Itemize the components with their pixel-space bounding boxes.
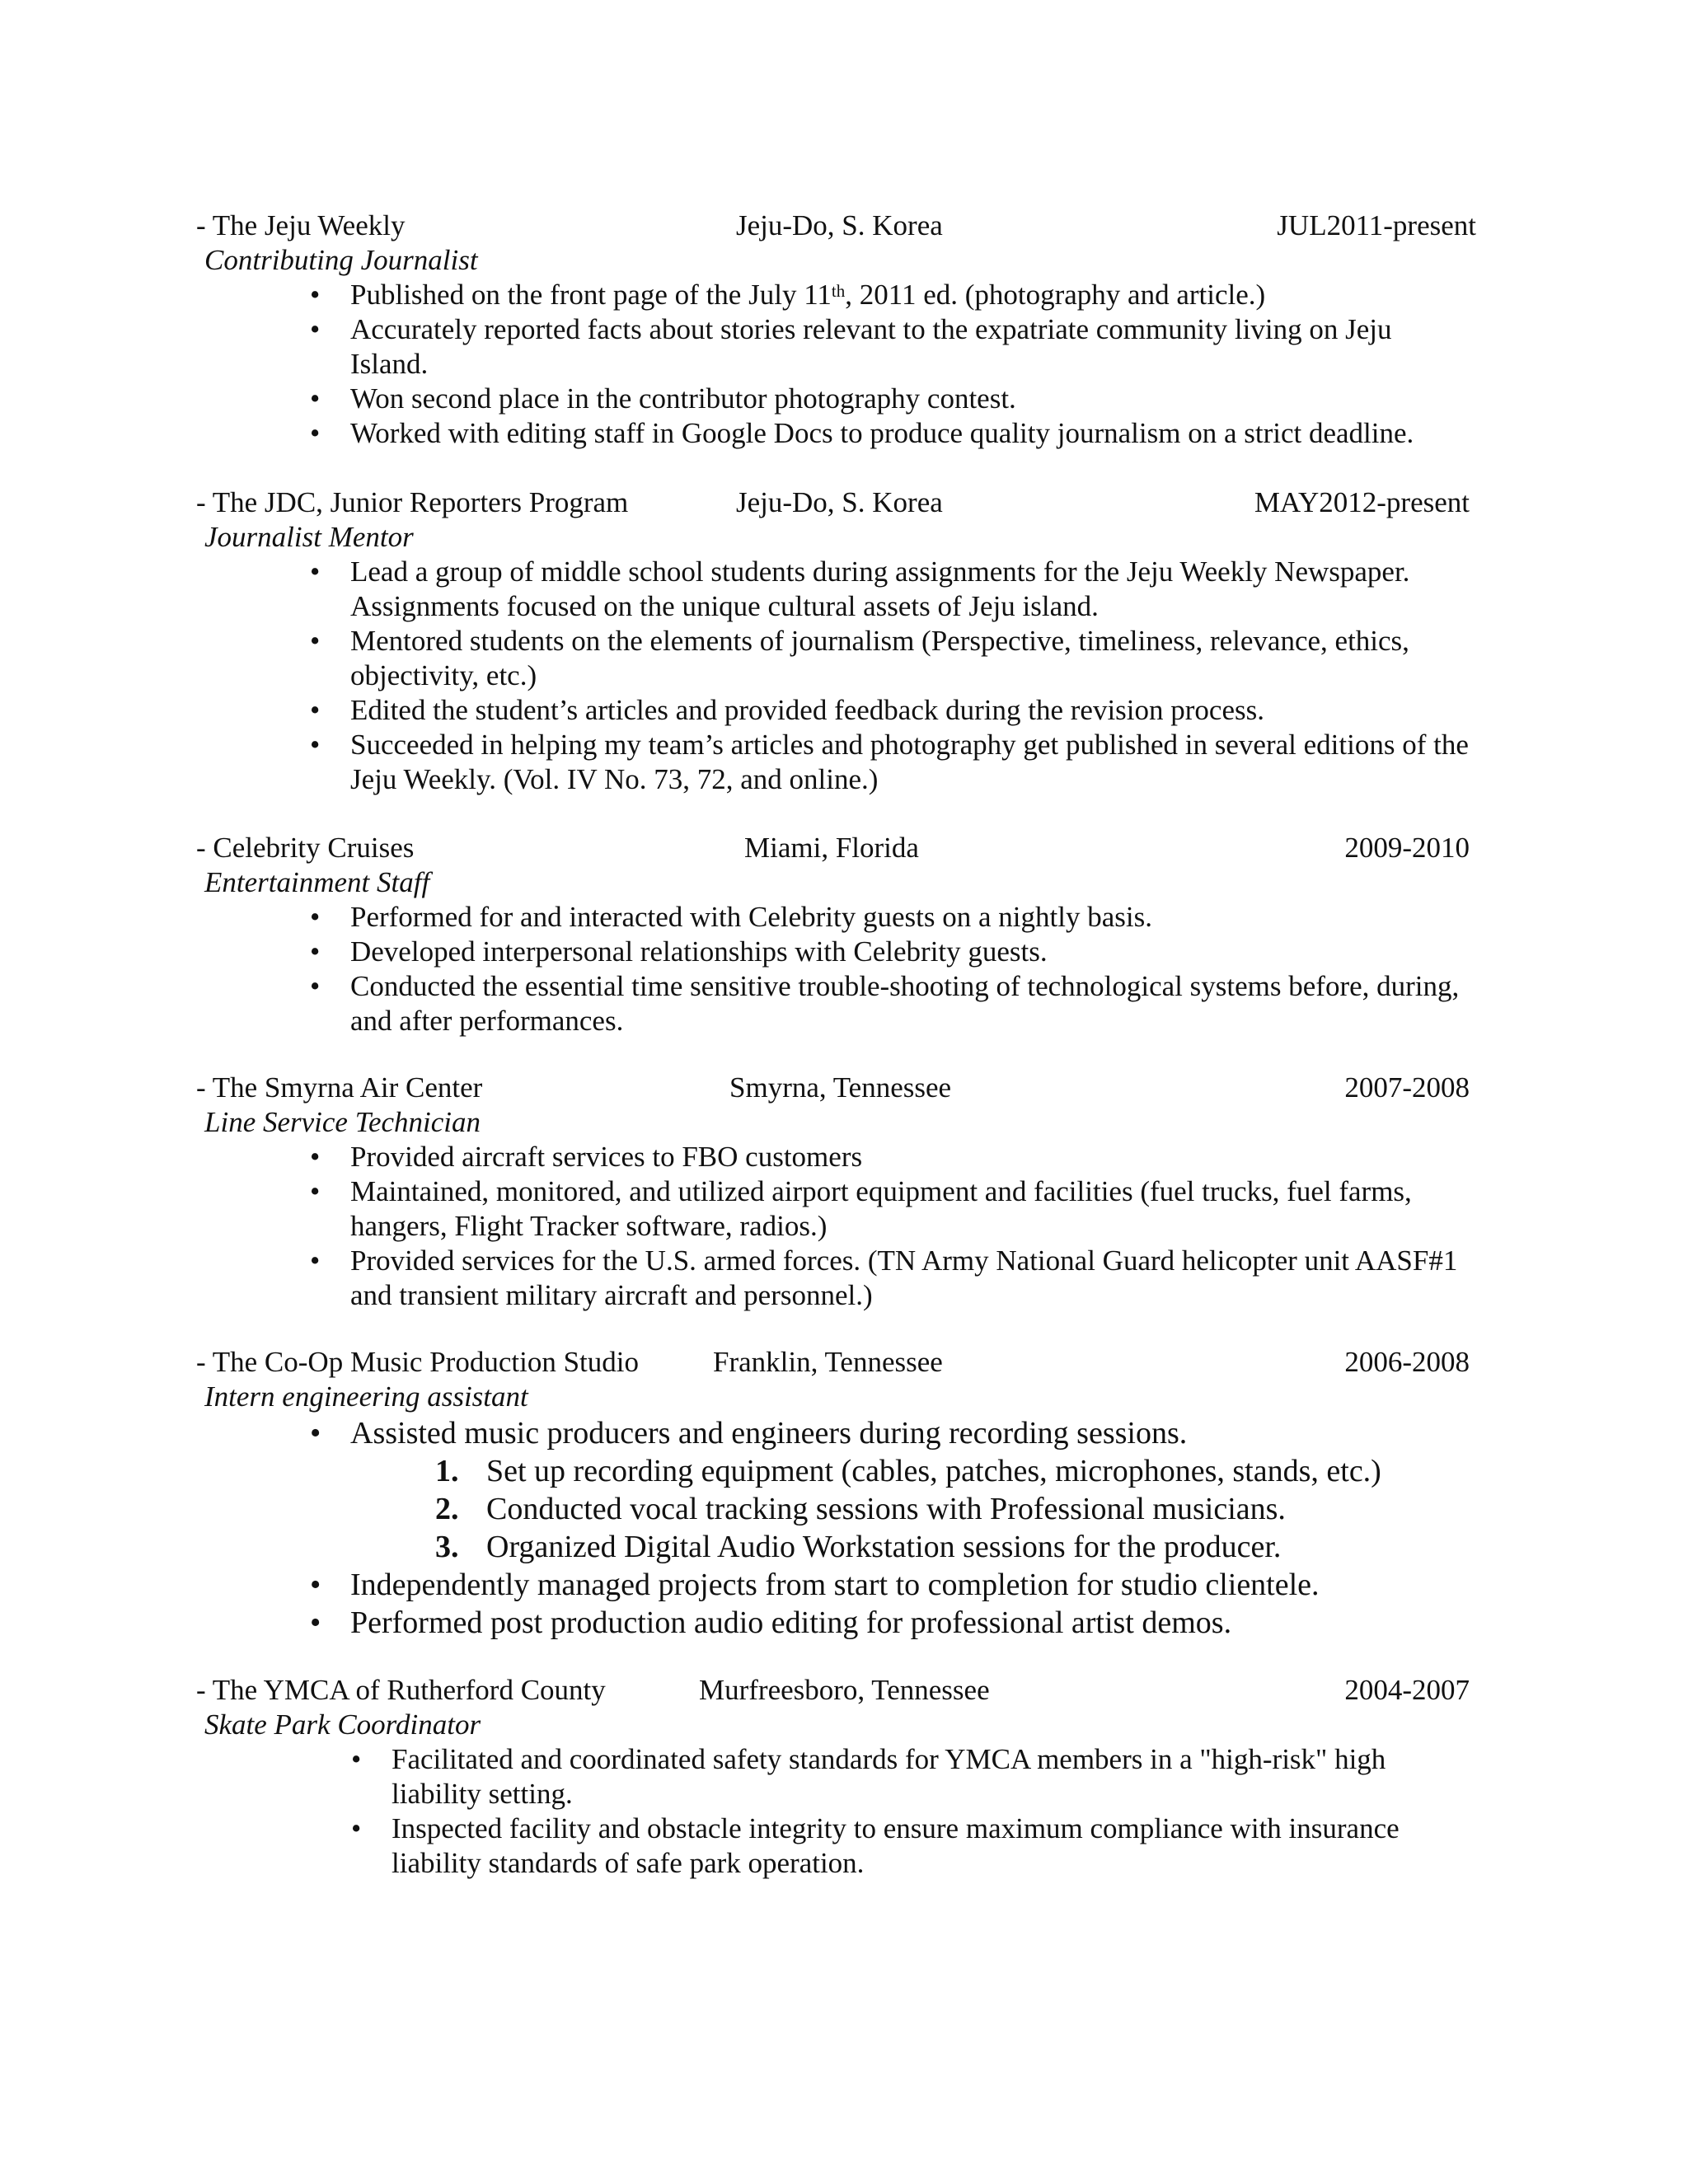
bullet-text: Mentored students on the elements of journalism (Perspective, timeliness, relevance, ethics, objectivity, etc.) (350, 625, 1409, 691)
job-entry-jeju-weekly (196, 209, 1476, 451)
job-location: Jeju-Do, S. Korea (736, 209, 943, 241)
list-item (196, 555, 1470, 624)
company-name: - The Co-Op Music Production Studio (196, 1346, 639, 1378)
superscript: th (831, 280, 846, 301)
company-name: - The JDC, Junior Reporters Program (196, 486, 629, 518)
bullet-text: Assisted music producers and engineers during recording sessions. (350, 1416, 1188, 1451)
job-location: Smyrna, Tennessee (729, 1071, 952, 1104)
step-number: 2. (435, 1492, 459, 1526)
bullet-list (196, 1414, 1470, 1452)
list-item (196, 693, 1470, 728)
bullet-text: Won second place in the contributor photography contest. (350, 382, 1016, 415)
list-item (196, 1528, 1470, 1566)
bullet-icon: • (310, 901, 321, 933)
list-item (196, 1174, 1470, 1244)
bullet-text: Lead a group of middle school students during assignments for the Jeju Weekly Newspaper. Assignments focused on the unique cultural assets of Jeju island. (350, 555, 1410, 622)
job-entry-smyrna-air-center (196, 1071, 1470, 1313)
bullet-icon: • (351, 1743, 362, 1775)
bullet-icon: • (310, 1605, 321, 1640)
step-number: 1. (435, 1454, 459, 1488)
bullet-icon: • (310, 935, 321, 968)
job-role: Skate Park Coordinator (204, 1708, 481, 1741)
list-item (196, 382, 1470, 416)
list-item (196, 278, 1470, 312)
job-role: Line Service Technician (204, 1106, 481, 1138)
bullet-text: Facilitated and coordinated safety standards for YMCA members in a "high-risk" high liability setting. (392, 1743, 1386, 1810)
bullet-icon: • (310, 555, 321, 588)
job-header (196, 209, 1476, 243)
bullet-list (196, 1140, 1470, 1313)
bullet-text: Provided services for the U.S. armed forces. (TN Army National Guard helicopter unit AASF#1 and transient military aircraft and personnel.) (350, 1244, 1458, 1311)
bullet-text: Published on the front page of the July 11 (350, 279, 832, 311)
job-location: Jeju-Do, S. Korea (736, 486, 943, 518)
bullet-icon: • (310, 694, 321, 726)
list-item (196, 1604, 1470, 1642)
bullet-text: Conducted the essential time sensitive trouble-shooting of technological systems before, during, and after performances. (350, 970, 1460, 1037)
list-item (196, 969, 1470, 1038)
bullet-icon: • (351, 1812, 362, 1844)
bullet-icon: • (310, 279, 321, 311)
list-item (196, 1244, 1470, 1313)
job-role: Intern engineering assistant (204, 1380, 528, 1413)
job-dates: 2006-2008 (1344, 1346, 1470, 1378)
list-item (196, 935, 1470, 969)
company-name: - The Jeju Weekly (196, 209, 406, 241)
step-number: 3. (435, 1530, 459, 1564)
job-header (196, 831, 1470, 865)
job-entry-celebrity-cruises (196, 831, 1470, 1038)
bullet-list (196, 1742, 1470, 1881)
bullet-text: Inspected facility and obstacle integrity to ensure maximum compliance with insurance liability standards of safe park operation. (392, 1812, 1400, 1879)
company-name: - The YMCA of Rutherford County (196, 1674, 606, 1706)
bullet-list (196, 278, 1470, 451)
bullet-text: Edited the student’s articles and provided feedback during the revision process. (350, 694, 1264, 726)
bullet-icon: • (310, 970, 321, 1002)
job-dates: MAY2012-present (1254, 486, 1470, 518)
list-item (196, 1490, 1470, 1528)
list-item (196, 1742, 1470, 1811)
job-entry-ymca (196, 1673, 1470, 1881)
numbered-list (196, 1452, 1470, 1566)
job-header (196, 1673, 1470, 1708)
bullet-list (196, 555, 1470, 797)
step-text: Set up recording equipment (cables, patches, microphones, stands, etc.) (486, 1454, 1381, 1488)
bullet-icon: • (310, 1416, 321, 1451)
bullet-icon: • (310, 625, 321, 657)
bullet-text: , 2011 ed. (photography and article.) (845, 279, 1266, 311)
job-dates: 2007-2008 (1344, 1071, 1470, 1104)
bullet-icon: • (310, 1175, 321, 1207)
bullet-text: Performed for and interacted with Celebrity guests on a nightly basis. (350, 901, 1152, 933)
bullet-list (196, 900, 1470, 1038)
bullet-icon: • (310, 1568, 321, 1602)
bullet-text: Worked with editing staff in Google Docs to produce quality journalism on a strict deadline. (350, 417, 1414, 449)
job-entry-co-op-music-studio (196, 1345, 1470, 1642)
job-location: Murfreesboro, Tennessee (699, 1674, 990, 1706)
job-location: Franklin, Tennessee (713, 1346, 943, 1378)
job-role: Journalist Mentor (204, 521, 414, 553)
job-header (196, 1345, 1470, 1380)
bullet-icon: • (310, 729, 321, 761)
job-dates: JUL2011-present (1277, 209, 1476, 241)
list-item (196, 1811, 1470, 1881)
job-dates: 2004-2007 (1344, 1674, 1470, 1706)
job-role: Contributing Journalist (204, 244, 478, 276)
list-item (196, 312, 1470, 382)
bullet-icon: • (310, 417, 321, 449)
step-text: Conducted vocal tracking sessions with Professional musicians. (486, 1492, 1286, 1526)
list-item (196, 624, 1470, 693)
bullet-text: Performed post production audio editing for professional artist demos. (350, 1605, 1232, 1640)
job-role: Entertainment Staff (204, 866, 430, 898)
company-name: - Celebrity Cruises (196, 832, 415, 864)
company-name: - The Smyrna Air Center (196, 1071, 483, 1104)
bullet-text: Accurately reported facts about stories relevant to the expatriate community living on Jeju Island. (350, 313, 1392, 380)
list-item (196, 1566, 1470, 1604)
list-item (196, 1452, 1470, 1490)
bullet-list (196, 1566, 1470, 1642)
bullet-icon: • (310, 382, 321, 415)
list-item (196, 416, 1470, 451)
job-location: Miami, Florida (744, 832, 919, 864)
bullet-text: Developed interpersonal relationships with Celebrity guests. (350, 935, 1048, 968)
bullet-text: Independently managed projects from start to completion for studio clientele. (350, 1568, 1320, 1602)
list-item (196, 1140, 1470, 1174)
bullet-icon: • (310, 1141, 321, 1173)
bullet-text: Succeeded in helping my team’s articles and photography get published in several editions of the Jeju Weekly. (Vol. IV No. 73, 72, and online.) (350, 729, 1469, 795)
bullet-icon: • (310, 313, 321, 345)
bullet-icon: • (310, 1244, 321, 1277)
list-item (196, 1414, 1470, 1452)
list-item (196, 900, 1470, 935)
bullet-text: Maintained, monitored, and utilized airport equipment and facilities (fuel trucks, fuel farms, hangers, Flight Tracker software, radios.) (350, 1175, 1412, 1242)
job-entry-jdc (196, 485, 1470, 797)
job-header (196, 485, 1470, 520)
step-text: Organized Digital Audio Workstation sessions for the producer. (486, 1530, 1282, 1564)
bullet-text: Provided aircraft services to FBO customers (350, 1141, 863, 1173)
job-header (196, 1071, 1470, 1105)
list-item (196, 728, 1470, 797)
job-dates: 2009-2010 (1344, 832, 1470, 864)
